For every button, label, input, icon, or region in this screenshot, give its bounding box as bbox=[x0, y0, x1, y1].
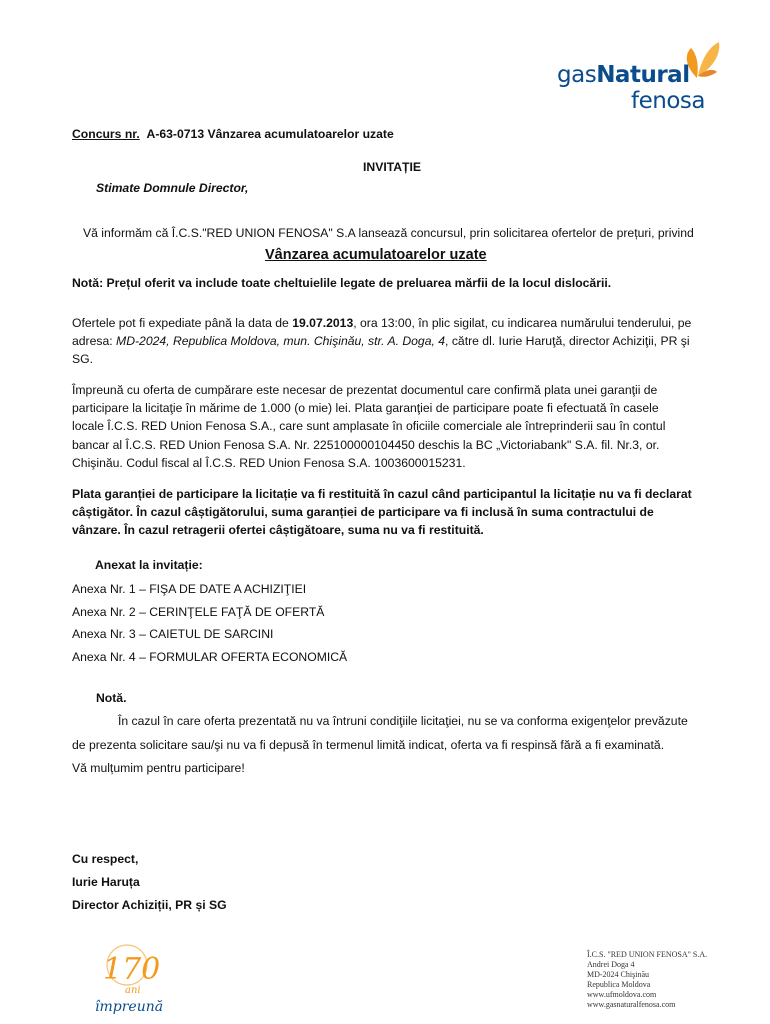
guarantee-line: Împreună cu oferta de cumpărare este necesar de prezentat documentul care confirmă plata unei garanţii de bbox=[72, 383, 658, 397]
thanks-text: Vă mulțumim pentru participare! bbox=[72, 761, 245, 775]
signature-block bbox=[72, 848, 227, 917]
address-line: www.ufmoldova.com bbox=[587, 990, 657, 999]
logo-line1: gasNatural bbox=[557, 62, 690, 88]
footer-address bbox=[587, 950, 707, 1010]
anniversary-badge bbox=[95, 935, 175, 1015]
guarantee-line: locale Î.C.S. RED Union Fenosa S.A., care sunt amplasate în oficiile comerciale ale întreprinderii sau în contul bbox=[72, 419, 666, 434]
annex-item: Anexa Nr. 3 – CAIETUL DE SARCINI bbox=[72, 627, 274, 642]
guarantee-line: participare la licitaţie în mărime de 1.000 (o mie) lei. Plata garanţiei de participare poate fi efectuată în casele bbox=[72, 401, 659, 416]
annex-list bbox=[72, 578, 347, 669]
address-line: MD-2024 Chişinău bbox=[587, 970, 649, 979]
note-line-1: În cazul în care oferta prezentată nu va întruni condiţiile licitaţiei, nu se va conforma exigenţelor prevăzute bbox=[118, 714, 688, 728]
salutation: Stimate Domnule Director, bbox=[96, 181, 249, 195]
note-title: Notă. bbox=[96, 691, 127, 705]
guarantee-line: bancar al Î.C.S. RED Union Fenosa S.A. Nr. 225100000104450 deschis la BC „Victoriabank" S.A. fil. Nr.3, or. bbox=[72, 437, 660, 452]
signer-name: Iurie Haruța bbox=[72, 875, 140, 889]
annex-title: Anexat la invitație: bbox=[95, 558, 203, 572]
company-logo bbox=[555, 38, 725, 118]
refund-line: câștigător. În cazul câștigătorului, suma garanției de participare va fi inclusă în suma contractului de bbox=[72, 505, 654, 519]
guarantee-paragraph bbox=[72, 381, 716, 472]
deadline-line-2: adresa: MD-2024, Republica Moldova, mun. Chişinău, str. A. Doga, 4, către dl. Iurie Haruţă, director Achiziţii, PR şi bbox=[72, 334, 690, 348]
refund-line: Plata garanției de participare la licitație va fi restituită în cazul când participantul la licitație nu va fi declarat bbox=[72, 487, 692, 501]
logo-line2: fenosa bbox=[631, 88, 705, 114]
badge-tagline: împreună bbox=[95, 999, 164, 1015]
deadline-line-1: Ofertele pot fi expediate până la data de 19.07.2013, ora 13:00, în plic sigilat, cu indicarea numărului tenderului, pe bbox=[72, 316, 692, 330]
deadline-paragraph bbox=[72, 314, 716, 368]
address-line: Î.C.S. "RED UNION FENOSA" S.A. bbox=[587, 950, 708, 959]
subject-title: Vânzarea acumulatoarelor uzate bbox=[265, 247, 487, 263]
note-line-2: de prezenta solicitare sau/şi nu va fi depusă în termenul limită indicat, oferta va fi respinsă fără a fi examinată. bbox=[72, 738, 665, 752]
annex-item: Anexa Nr. 2 – CERINŢELE FAŢĂ DE OFERTĂ bbox=[72, 604, 325, 619]
signer-title: Director Achiziții, PR și SG bbox=[72, 898, 227, 912]
badge-number: 170 bbox=[103, 952, 161, 987]
annex-item: Anexa Nr. 1 – FIŞA DE DATE A ACHIZIŢIEI bbox=[72, 582, 307, 596]
guarantee-line: Chişinău. Codul fiscal al Î.C.S. RED Union Fenosa S.A. 1003600015231. bbox=[72, 455, 466, 470]
badge-word: ani bbox=[125, 985, 141, 996]
address-line: Republica Moldova bbox=[587, 980, 651, 989]
refund-line: vânzare. În cazul retragerii ofertei câștigătoare, suma nu va fi restituită. bbox=[72, 523, 484, 537]
deadline-line-3: SG. bbox=[72, 352, 93, 366]
annex-item: Anexa Nr. 4 – FORMULAR OFERTA ECONOMICĂ bbox=[72, 650, 348, 665]
anniversary-logo-icon bbox=[95, 935, 175, 1015]
concurs-heading: Concurs nr. A-63-0713 Vânzarea acumulatoarelor uzate bbox=[72, 127, 394, 141]
closing: Cu respect, bbox=[72, 852, 139, 866]
price-note: Notă: Prețul oferit va include toate cheltuielile legate de preluarea mărfii de la locul dislocării. bbox=[72, 276, 612, 290]
intro-text: Vă informăm că Î.C.S."RED UNION FENOSA" S.A lansează concursul, prin solicitarea ofertelor de prețuri, privind bbox=[83, 226, 694, 240]
invitation-heading: INVITAȚIE bbox=[363, 160, 422, 174]
address-line: www.gasnaturalfenosa.com bbox=[587, 1000, 676, 1009]
refund-paragraph bbox=[72, 485, 716, 539]
address-line: Andrei Doga 4 bbox=[587, 960, 635, 969]
